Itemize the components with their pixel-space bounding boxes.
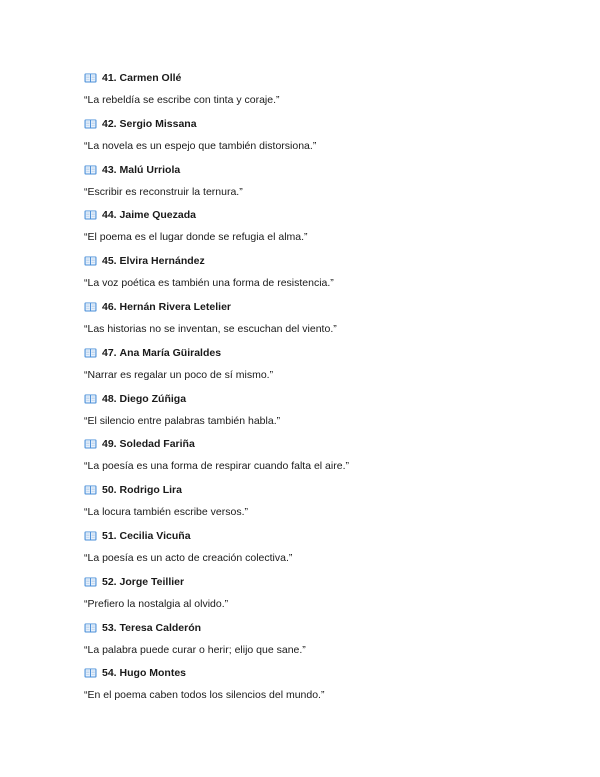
author-quote: “La poesía es un acto de creación colectiva.” (84, 551, 293, 564)
author-name: Hugo Montes (119, 667, 187, 680)
author-number: 46. (102, 300, 117, 313)
author-entry (84, 663, 544, 709)
author-entry (84, 572, 544, 618)
author-heading (84, 160, 544, 180)
open-book-icon (84, 623, 97, 633)
author-entry (84, 618, 544, 664)
author-heading (84, 343, 544, 363)
author-name: Teresa Calderón (119, 621, 202, 634)
author-quote: “La rebeldía se escribe con tinta y coraje.” (84, 94, 280, 106)
open-book-icon (84, 256, 97, 266)
author-name: Sergio Missana (119, 117, 197, 130)
author-name: Diego Zúñiga (119, 392, 187, 405)
author-entry (84, 480, 544, 526)
author-quote: “El silencio entre palabras también habla.” (84, 414, 281, 427)
author-name: Soledad Fariña (119, 438, 195, 451)
author-entry (84, 526, 544, 572)
author-number: 44. (102, 209, 117, 222)
author-quote: “La palabra puede curar o herir; elijo que sane.” (84, 643, 306, 656)
document-page (84, 68, 544, 709)
open-book-icon (84, 485, 97, 495)
author-name: Carmen Ollé (119, 72, 182, 84)
open-book-icon (84, 531, 97, 541)
author-quote: “Prefiero la nostalgia al olvido.” (84, 597, 229, 610)
author-entry (84, 343, 544, 389)
author-number: 51. (102, 529, 117, 542)
author-quote: “La locura también escribe versos.” (84, 506, 248, 519)
open-book-icon (84, 210, 97, 220)
author-entry (84, 389, 544, 435)
author-number: 52. (102, 575, 117, 588)
author-heading (84, 434, 544, 454)
author-heading (84, 114, 544, 134)
author-heading (84, 526, 544, 546)
author-heading (84, 297, 544, 317)
author-name: Ana María Güiraldes (119, 346, 222, 359)
author-entry (84, 251, 544, 297)
author-heading (84, 572, 544, 592)
author-heading (84, 618, 544, 638)
author-name: Hernán Rivera Letelier (119, 300, 231, 313)
author-heading (84, 251, 544, 271)
author-number: 53. (102, 621, 117, 634)
author-heading (84, 480, 544, 500)
author-quote: “Las historias no se inventan, se escuchan del viento.” (84, 322, 337, 335)
author-number: 43. (102, 163, 117, 176)
author-number: 41. (102, 72, 117, 84)
open-book-icon (84, 348, 97, 358)
author-number: 50. (102, 484, 117, 497)
author-heading (84, 68, 544, 88)
open-book-icon (84, 119, 97, 129)
author-name: Elvira Hernández (119, 255, 205, 268)
author-quote: “La novela es un espejo que también distorsiona.” (84, 139, 317, 152)
author-heading (84, 205, 544, 225)
author-quote: “La voz poética es también una forma de resistencia.” (84, 277, 334, 290)
author-quote: “En el poema caben todos los silencios del mundo.” (84, 689, 325, 702)
author-name: Rodrigo Lira (119, 484, 182, 497)
author-number: 54. (102, 667, 117, 680)
open-book-icon (84, 394, 97, 404)
open-book-icon (84, 165, 97, 175)
author-quote: “La poesía es una forma de respirar cuando falta el aire.” (84, 460, 349, 473)
open-book-icon (84, 302, 97, 312)
open-book-icon (84, 577, 97, 587)
author-entry (84, 434, 544, 480)
author-number: 49. (102, 438, 117, 451)
author-name: Jaime Quezada (119, 209, 196, 222)
open-book-icon (84, 73, 97, 83)
author-entry (84, 297, 544, 343)
author-quote: “Narrar es regalar un poco de sí mismo.” (84, 368, 274, 381)
open-book-icon (84, 668, 97, 678)
author-entry (84, 68, 544, 114)
author-number: 47. (102, 346, 117, 359)
author-entry (84, 205, 544, 251)
author-entry (84, 160, 544, 206)
author-number: 45. (102, 255, 117, 268)
author-name: Jorge Teillier (119, 575, 185, 588)
author-name: Cecilia Vicuña (119, 529, 191, 542)
author-heading (84, 663, 544, 683)
author-entry (84, 114, 544, 160)
author-heading (84, 389, 544, 409)
author-name: Malú Urriola (119, 163, 181, 176)
author-quote: “Escribir es reconstruir la ternura.” (84, 185, 243, 198)
author-quote: “El poema es el lugar donde se refugia el alma.” (84, 231, 308, 244)
open-book-icon (84, 439, 97, 449)
author-number: 42. (102, 117, 117, 130)
author-number: 48. (102, 392, 117, 405)
